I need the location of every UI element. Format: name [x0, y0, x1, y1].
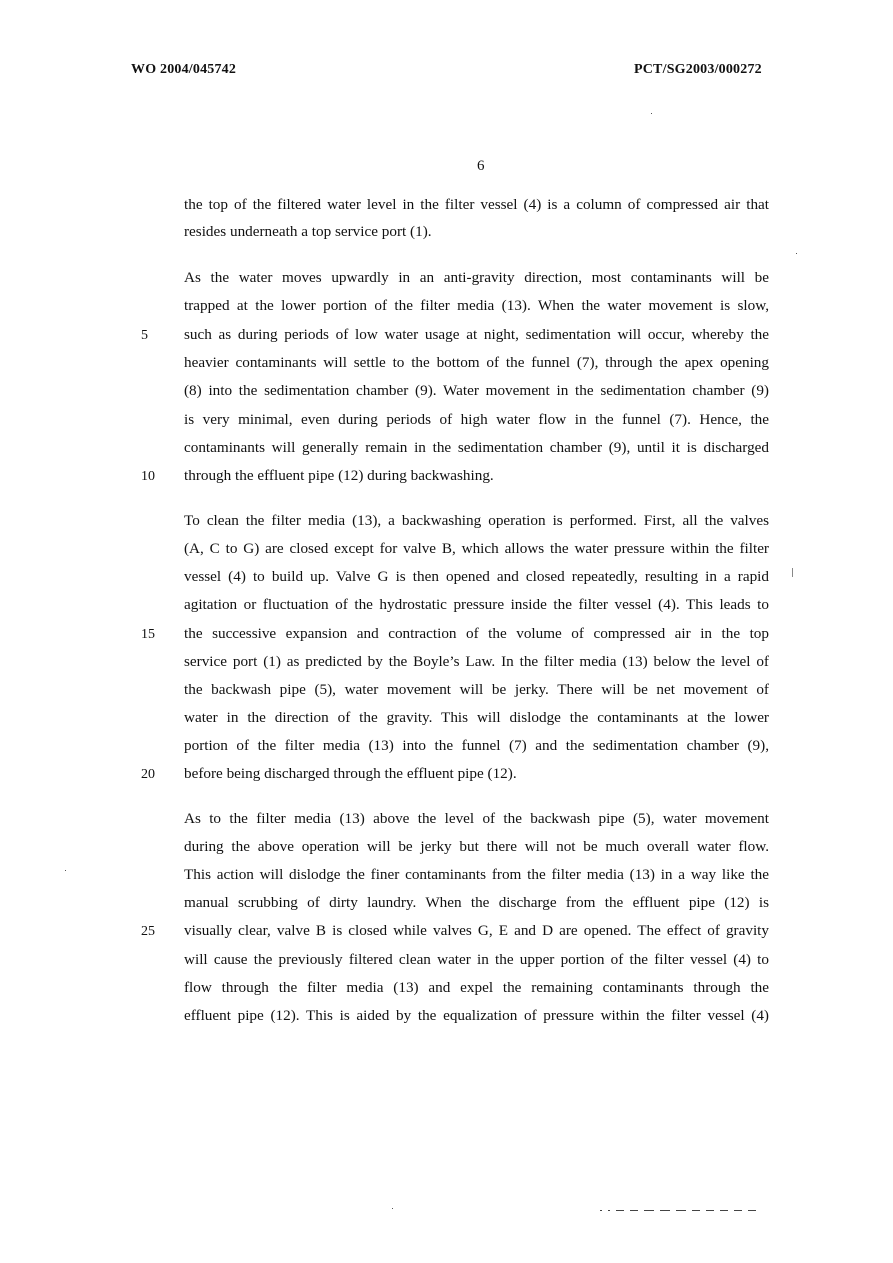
scan-speck	[792, 568, 793, 577]
line-number-5: 5	[141, 328, 148, 343]
text-line: (8) into the sedimentation chamber (9). Water movement in the sedimentation chamber (9)	[184, 382, 769, 399]
text-line: As the water moves upwardly in an anti-gravity direction, most contaminants will be	[184, 269, 769, 286]
text-line: the top of the filtered water level in the filter vessel (4) is a column of compressed air that	[184, 196, 769, 213]
scan-speck	[796, 253, 797, 254]
text-line: contaminants will generally remain in the sedimentation chamber (9), until it is discharged	[184, 439, 769, 456]
text-line: (A, C to G) are closed except for valve B, which allows the water pressure within the filter	[184, 540, 769, 557]
scan-speck	[651, 113, 652, 114]
text-line: This action will dislodge the finer contaminants from the filter media (13) in a way like the	[184, 866, 769, 883]
text-line: such as during periods of low water usage at night, sedimentation will occur, whereby the	[184, 326, 769, 343]
text-line: the successive expansion and contraction of the volume of compressed air in the top	[184, 625, 769, 642]
scan-speck	[65, 870, 66, 871]
text-line: during the above operation will be jerky but there will not be much overall water flow.	[184, 838, 769, 855]
line-number-20: 20	[141, 767, 155, 782]
text-line: water in the direction of the gravity. This will dislodge the contaminants at the lower	[184, 709, 769, 726]
text-line: trapped at the lower portion of the filter media (13). When the water movement is slow,	[184, 297, 769, 314]
application-number: PCT/SG2003/000272	[634, 62, 762, 77]
text-line: is very minimal, even during periods of high water flow in the funnel (7). Hence, the	[184, 411, 769, 428]
text-line: vessel (4) to build up. Valve G is then opened and closed repeatedly, resulting in a rapid	[184, 568, 769, 585]
text-line: visually clear, valve B is closed while valves G, E and D are opened. The effect of gravity	[184, 922, 769, 939]
line-number-10: 10	[141, 469, 155, 484]
text-line: manual scrubbing of dirty laundry. When the discharge from the effluent pipe (12) is	[184, 894, 769, 911]
text-line: As to the filter media (13) above the level of the backwash pipe (5), water movement	[184, 810, 769, 827]
page-number: 6	[477, 158, 485, 174]
text-line: will cause the previously filtered clean water in the upper portion of the filter vessel (4) to	[184, 951, 769, 968]
text-line: through the effluent pipe (12) during backwashing.	[184, 467, 494, 484]
document-number: WO 2004/045742	[131, 62, 237, 77]
scan-dash-artifact	[600, 1208, 805, 1212]
text-line: portion of the filter media (13) into the funnel (7) and the sedimentation chamber (9),	[184, 737, 769, 754]
scan-speck	[392, 1208, 393, 1209]
text-line: heavier contaminants will settle to the bottom of the funnel (7), through the apex opening	[184, 354, 769, 371]
text-line: resides underneath a top service port (1).	[184, 223, 432, 240]
line-number-15: 15	[141, 627, 155, 642]
text-line: effluent pipe (12). This is aided by the equalization of pressure within the filter vessel (4)	[184, 1007, 769, 1024]
text-line: the backwash pipe (5), water movement will be jerky. There will be net movement of	[184, 681, 769, 698]
text-line: service port (1) as predicted by the Boyle’s Law. In the filter media (13) below the level of	[184, 653, 769, 670]
text-line: To clean the filter media (13), a backwashing operation is performed. First, all the valves	[184, 512, 769, 529]
text-line: before being discharged through the effluent pipe (12).	[184, 765, 517, 782]
line-number-25: 25	[141, 924, 155, 939]
text-line: agitation or fluctuation of the hydrostatic pressure inside the filter vessel (4). This leads to	[184, 596, 769, 613]
text-line: flow through the filter media (13) and expel the remaining contaminants through the	[184, 979, 769, 996]
